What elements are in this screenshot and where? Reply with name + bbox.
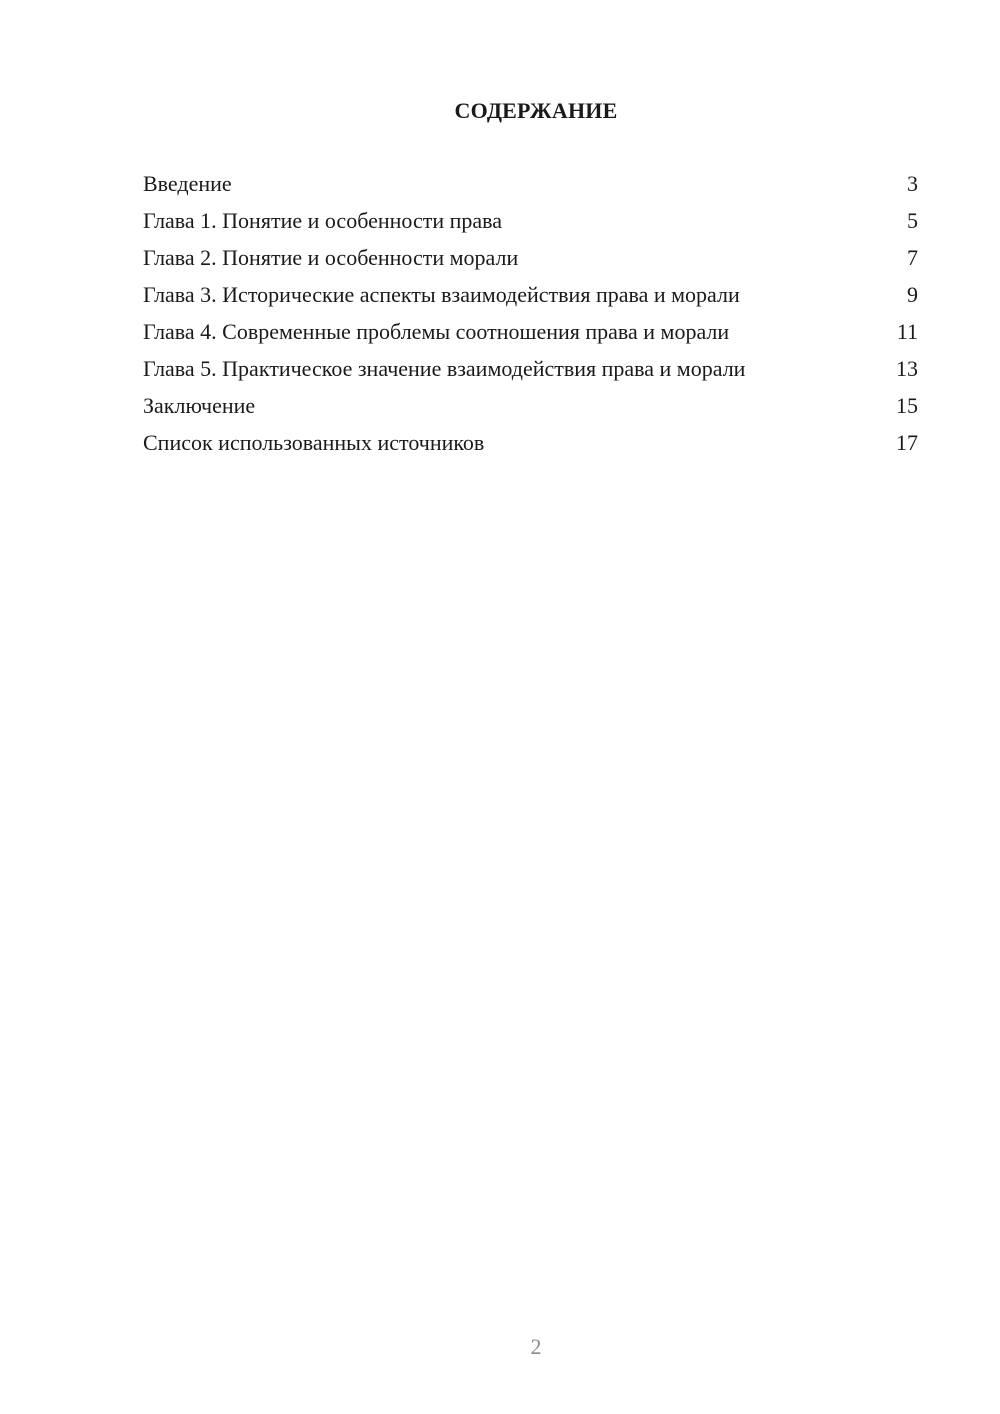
toc-entry (143, 429, 918, 456)
toc-entry-page: 5 (907, 208, 918, 233)
page-title: СОДЕРЖАНИЕ (454, 98, 618, 123)
toc-entry-page: 11 (896, 319, 918, 344)
toc-entry (143, 207, 918, 234)
toc-entry (143, 392, 918, 419)
toc-entry-text: Заключение (143, 393, 256, 418)
toc-entry-text: Глава 3. Исторические аспекты взаимодействия права и морали (143, 282, 740, 307)
toc-entry (143, 244, 918, 271)
toc-entry-text: Введение (143, 171, 232, 196)
toc-entry-page: 13 (896, 356, 918, 381)
toc-entry-text: Глава 5. Практическое значение взаимодействия права и морали (143, 356, 746, 381)
toc-entry-text: Глава 1. Понятие и особенности права (143, 208, 503, 233)
toc-entry (143, 170, 918, 197)
toc-entry (143, 355, 918, 382)
toc-entry-page: 3 (907, 171, 918, 196)
toc-entry-page: 17 (896, 430, 918, 455)
toc-entry-text: Глава 2. Понятие и особенности морали (143, 245, 519, 270)
toc-entry (143, 281, 918, 308)
toc-entry-page: 7 (907, 245, 918, 270)
toc-entry-text: Глава 4. Современные проблемы соотношения права и морали (143, 319, 730, 344)
toc-entry-text: Список использованных источников (143, 430, 485, 455)
toc-entry-page: 9 (907, 282, 918, 307)
page-number: 2 (530, 1334, 542, 1359)
table-of-contents (143, 170, 918, 466)
toc-entry (143, 318, 918, 345)
toc-entry-page: 15 (896, 393, 918, 418)
